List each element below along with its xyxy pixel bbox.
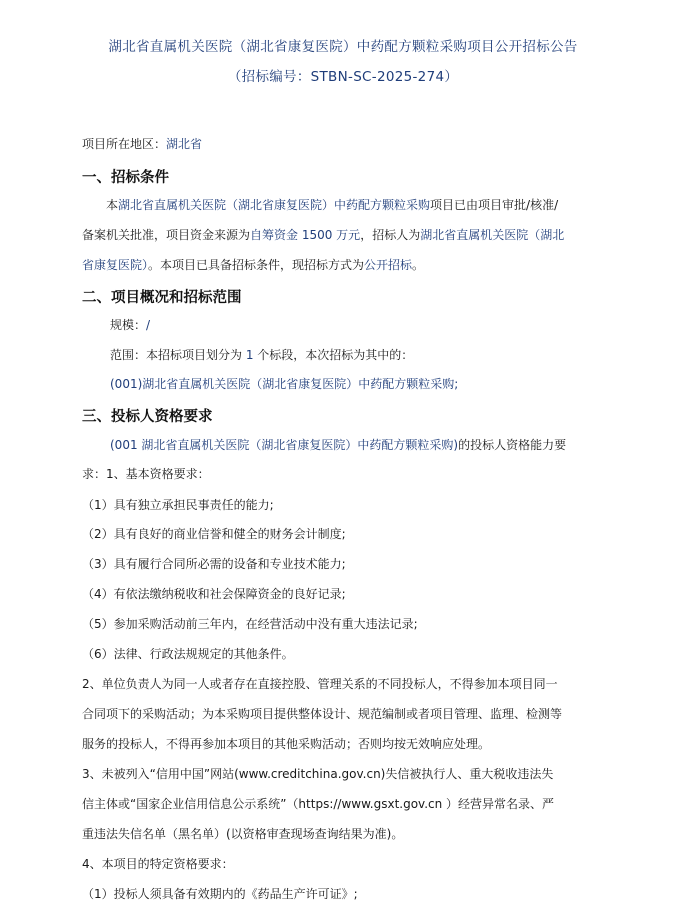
section3-heading: 三、投标人资格要求: [82, 409, 213, 425]
s1-funding: 自筹资金 1500 万元: [250, 228, 361, 242]
req1-item-3: （3）具有履行合同所必需的设备和专业技术能力;: [82, 557, 346, 571]
req2-line3: 服务的投标人，不得再参加本项目的其他采购活动；否则均按无效响应处理。: [82, 737, 491, 751]
scale-value: /: [146, 318, 151, 332]
req1-item-1: （1）具有独立承担民事责任的能力;: [82, 498, 274, 512]
req3-line2: 信主体或“国家企业信用信息公示系统”（https://www.gsxt.gov.cn ）经营异常名录、严: [82, 797, 555, 811]
s1-project-name: 湖北省直属机关医院（湖北省康复医院）中药配方颗粒采购: [118, 198, 431, 212]
s1-text-c: 项目已由项目审批/核准/: [430, 198, 559, 212]
project-region: [82, 136, 622, 152]
s1-text-g: 。: [412, 258, 425, 272]
region-label: 项目所在地区：: [82, 137, 167, 151]
req2-line2: 合同项下的采购活动；为本采购项目提供整体设计、规范编制或者项目管理、监理、检测等: [82, 707, 563, 721]
section1-line3: [82, 257, 622, 273]
req3-line3: 重违法失信名单（黑名单）(以资格审查现场查询结果为准)。: [82, 827, 404, 841]
lot-line: (001)湖北省直属机关医院（湖北省康复医院）中药配方颗粒采购;: [110, 377, 459, 391]
section1-line1: [106, 197, 646, 213]
s1-text-a: 本: [106, 198, 119, 212]
section3-intro-cont: 求：1、基本资格要求：: [82, 467, 210, 481]
region-value: 湖北省: [166, 137, 203, 151]
section1-line2: [82, 227, 622, 243]
scale-label: 规模：: [110, 318, 147, 332]
s1-method: 公开招标: [364, 258, 413, 272]
req1-item-4: （4）有依法缴纳税收和社会保障资金的良好记录;: [82, 587, 346, 601]
req4-item-1: （1）投标人须具备有效期内的《药品生产许可证》;: [82, 887, 358, 901]
scope-line: [110, 347, 650, 363]
section3-intro: [110, 437, 650, 453]
s1-tenderer: 湖北省直属机关医院（湖北: [420, 228, 565, 242]
req1-item-6: （6）法律、行政法规规定的其他条件。: [82, 647, 294, 661]
scope-text-c: 个标段，本次招标为其中的：: [253, 348, 414, 362]
scope-text-a: 范围：本招标项目划分为: [110, 348, 246, 362]
tender-number: （招标编号：STBN-SC-2025-274）: [227, 69, 459, 85]
section2-heading: 二、项目概况和招标范围: [82, 290, 242, 306]
s3-lot-ref: (001 湖北省直属机关医院（湖北省康复医院）中药配方颗粒采购): [110, 438, 459, 452]
req1-item-5: （5）参加采购活动前三年内，在经营活动中没有重大违法记录;: [82, 617, 418, 631]
s3-intro-text: 的投标人资格能力要: [458, 438, 567, 452]
s1-tenderer-cont: 省康复医院）: [82, 258, 149, 272]
s1-text-e: ，招标人为: [360, 228, 421, 242]
notice-title: 湖北省直属机关医院（湖北省康复医院）中药配方颗粒采购项目公开招标公告: [108, 39, 578, 55]
s1-text-f: 。本项目已具备招标条件，现招标方式为: [148, 258, 365, 272]
req2-line1: 2、单位负责人为同一人或者存在直接控股、管理关系的不同投标人，不得参加本项目同一: [82, 677, 558, 691]
s1-text-d: 备案机关批准，项目资金来源为: [82, 228, 251, 242]
req4-heading: 4、本项目的特定资格要求：: [82, 857, 234, 871]
req1-item-2: （2）具有良好的商业信誉和健全的财务会计制度;: [82, 527, 346, 541]
section1-heading: 一、招标条件: [82, 170, 169, 186]
req3-line1: 3、未被列入“信用中国”网站(www.creditchina.gov.cn)失信被执行人、重大税收违法失: [82, 767, 554, 781]
scale-line: [110, 317, 650, 333]
scope-count: 1: [245, 348, 254, 362]
